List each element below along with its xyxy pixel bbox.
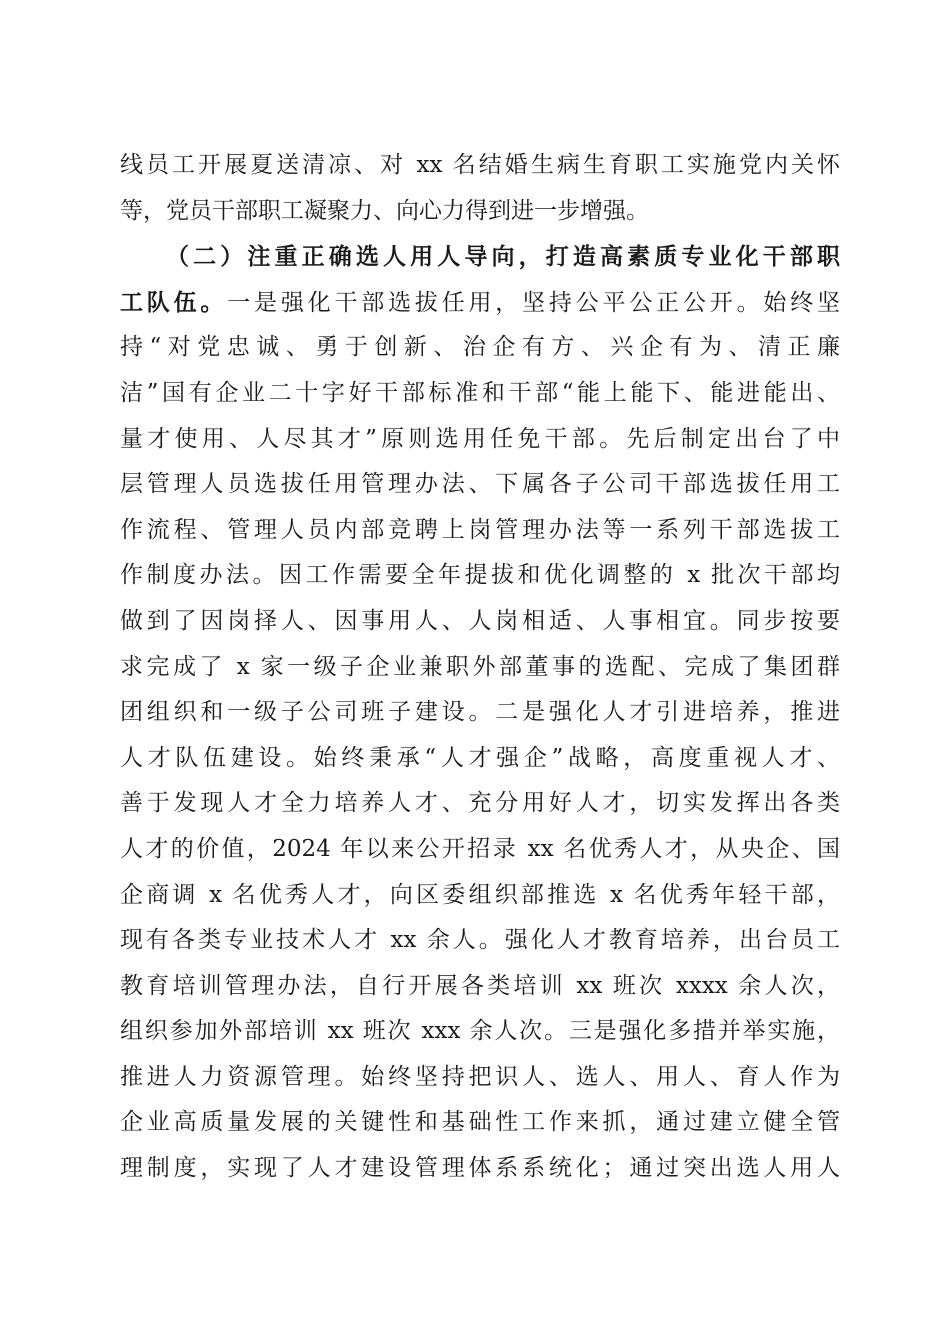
- section-heading-tail: 工队伍。: [120, 288, 228, 316]
- text-line: 作流程、管理人员内部竞聘上岗管理办法等一系列干部选拔工: [120, 516, 840, 543]
- text-line: 教育培训管理办法，自行开展各类培训 xx 班次 xxxx 余人次，: [120, 972, 840, 999]
- text-line: 团组织和一级子公司班子建设。二是强化人才引进培养，推进: [120, 699, 840, 726]
- text-line: 推进人力资源管理。始终坚持把识人、选人、用人、育人作为: [120, 1063, 840, 1090]
- text-line: 理制度，实现了人才建设管理体系系统化；通过突出选人用人: [120, 1155, 840, 1182]
- text-line: 量才使用、人尽其才”原则选用任免干部。先后制定出台了中: [120, 425, 840, 452]
- text-line: 现有各类专业技术人才 xx 余人。强化人才教育培养，出台员工: [120, 927, 840, 954]
- text-line: 人才队伍建设。始终秉承“人才强企”战略，高度重视人才、: [120, 744, 840, 771]
- text-line: 线员工开展夏送清凉、对 xx 名结婚生病生育职工实施党内关怀: [120, 152, 840, 178]
- text-line: 组织参加外部培训 xx 班次 xxx 余人次。三是强化多措并举实施，: [120, 1018, 840, 1045]
- text-line: 洁”国有企业二十字好干部标准和干部“能上能下、能进能出、: [120, 379, 840, 406]
- text-line: 善于发现人才全力培养人才、充分用好人才，切实发挥出各类: [120, 790, 840, 817]
- text-line: 做到了因岗择人、因事用人、人岗相适、人事相宜。同步按要: [120, 607, 840, 634]
- text-line: [120, 280, 840, 326]
- text-line: 等，党员干部职工凝聚力、向心力得到进一步增强。: [120, 197, 649, 224]
- text-line: 人才的价值，2024 年以来公开招录 xx 名优秀人才，从央企、国: [120, 835, 840, 862]
- text-line: 作制度办法。因工作需要全年提拔和优化调整的 x 批次干部均: [120, 562, 840, 589]
- section-heading: （二）注重正确选人用人导向，打造高素质专业化干部职: [166, 243, 840, 271]
- text-line: 求完成了 x 家一级子企业兼职外部董事的选配、完成了集团群: [120, 653, 840, 680]
- text-line: 企商调 x 名优秀人才，向区委组织部推选 x 名优秀年轻干部，: [120, 881, 840, 908]
- text-line: 企业高质量发展的关键性和基础性工作来抓，通过建立健全管: [120, 1109, 840, 1136]
- document-body: [120, 143, 840, 1192]
- text-line: 层管理人员选拔任用管理办法、下属各子公司干部选拔任用工: [120, 471, 840, 498]
- text-span: 一是强化干部选拔任用，坚持公平公正公开。始终坚: [227, 289, 841, 316]
- text-line: 持“对党忠诚、勇于创新、治企有方、兴企有为、清正廉: [120, 334, 840, 361]
